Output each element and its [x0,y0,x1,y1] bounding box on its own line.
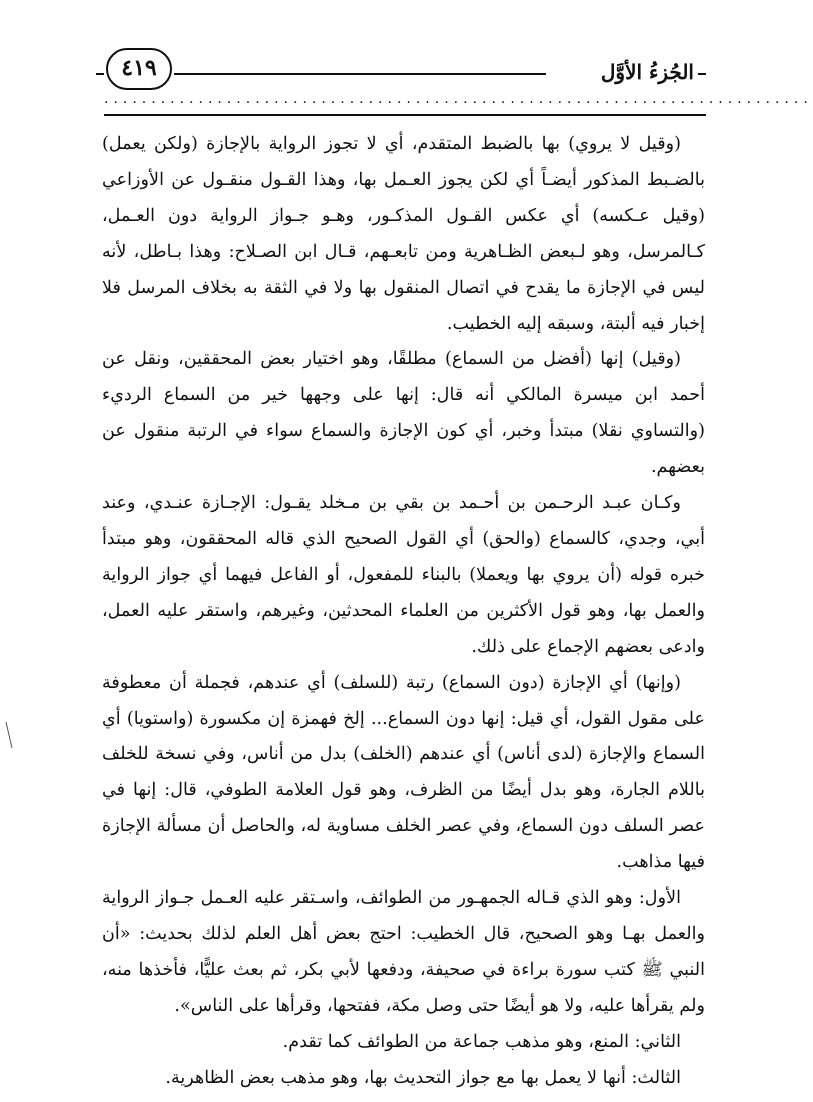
paragraph: الأول: وهو الذي قـاله الجمهـور من الطوائف، واسـتقر عليه العـمل جـواز الرواية والعمل بهـا وهو الصحيح، قال الخطيب: احتج بعض أهل العلم لذلك بحديث: «أن النبي ﷺ كتب سورة براءة في صحيفة، ودفعها لأبي بكر، ثم بعث عليًّا، فأخذها منه، ولم يقرأها عليه، ولا هو أيضًا حتى وصل مكة، ففتحها، وقرأها على الناس». [102,888,705,1016]
paragraph: (وقيل) إنها (أفضل من السماع) مطلقًا، وهو اختيار بعض المحققين، ونقل عن أحمد ابن ميسرة المالكي أنه قال: إنها على وجهها خير من السماع الرديء (والتساوي نقلا) مبتدأ وخبر، أي كون الإجازة والسماع سواء في الرتبة منقول عن بعضهم. [102,349,705,478]
paragraph: وكـان عبـد الرحـمن بن أحـمد بن بقي بن مـخلد يقـول: الإجـازة عنـدي، وعند أبي، وجدي، كالسماع (والحق) أي القول الصحيح الذي قاله المحققون، وهو مبتدأ خبره قوله (أن يروي بها ويعملا) بالبناء للمفعول، أو الفاعل فيهما أي جواز الرواية والعمل بها، وهو قول الأكثرين من العلماء المحدثين، وغيرهم، واستقر عليه العمل، وادعى بعضهم الإجماع على ذلك. [102,493,705,657]
dotted-separator: ........................................................................... [104,91,813,107]
body-text [102,127,705,1096]
page-number: ٤١٩ [106,48,172,90]
paragraph: الثالث: أنها لا يعمل بها مع جواز التحديث بها، وهو مذهب بعض الظاهرية. [165,1067,681,1088]
margin-tick [4,720,14,750]
header-rule [174,73,546,75]
paragraph: الثاني: المنع، وهو مذهب جماعة من الطوائف كما تقدم. [282,1031,681,1052]
header-rule-right [698,73,706,75]
text-top-rule [104,114,706,116]
header-rule-left [96,73,104,75]
paragraph: (وقيل لا يروي) بها بالضبط المتقدم، أي لا تجوز الرواية بالإجازة (ولكن يعمل) بالضـبط المذكور أيضـاً أي لكن يجوز العـمل بها، وهذا القـول منقـول عن الأوزاعي (وقيل عـكسه) أي عكس القـول المذكـور، وهـو جـواز الرواية دون العـمل، كـالمرسل، وهو لـبعض الظـاهرية ومن تابعـهم، قـال ابن الصـلاح: وهذا بـاطل، لأنه ليس في الإجازة ما يقدح في اتصال المنقول بها ولا في الثقة به بخلاف المرسل فلا إخبار فيه ألبتة، وسبقه إليه الخطيب. [102,134,705,334]
running-title: الجُزءُ الأوَّل [600,60,694,84]
paragraph: (وإنها) أي الإجازة (دون السماع) رتبة (للسلف) أي عندهم، فجملة أن معطوفة على مقول القول، أي قيل: إنها دون السماع... إلخ فهمزة إن مكسورة (واستويا) أي السماع والإجازة (لدى أناس) أي عندهم (الخلف) بدل من أناس، وفي نسخة للخلف باللام الجارة، وهو بدل أيضًا من الظرف، وهو قول العلامة الطوفي، قال: إنها في عصر السلف دون السماع، وفي عصر الخلف مساوية له، والحاصل أن مسألة الإجازة فيها مذاهب. [102,672,705,873]
